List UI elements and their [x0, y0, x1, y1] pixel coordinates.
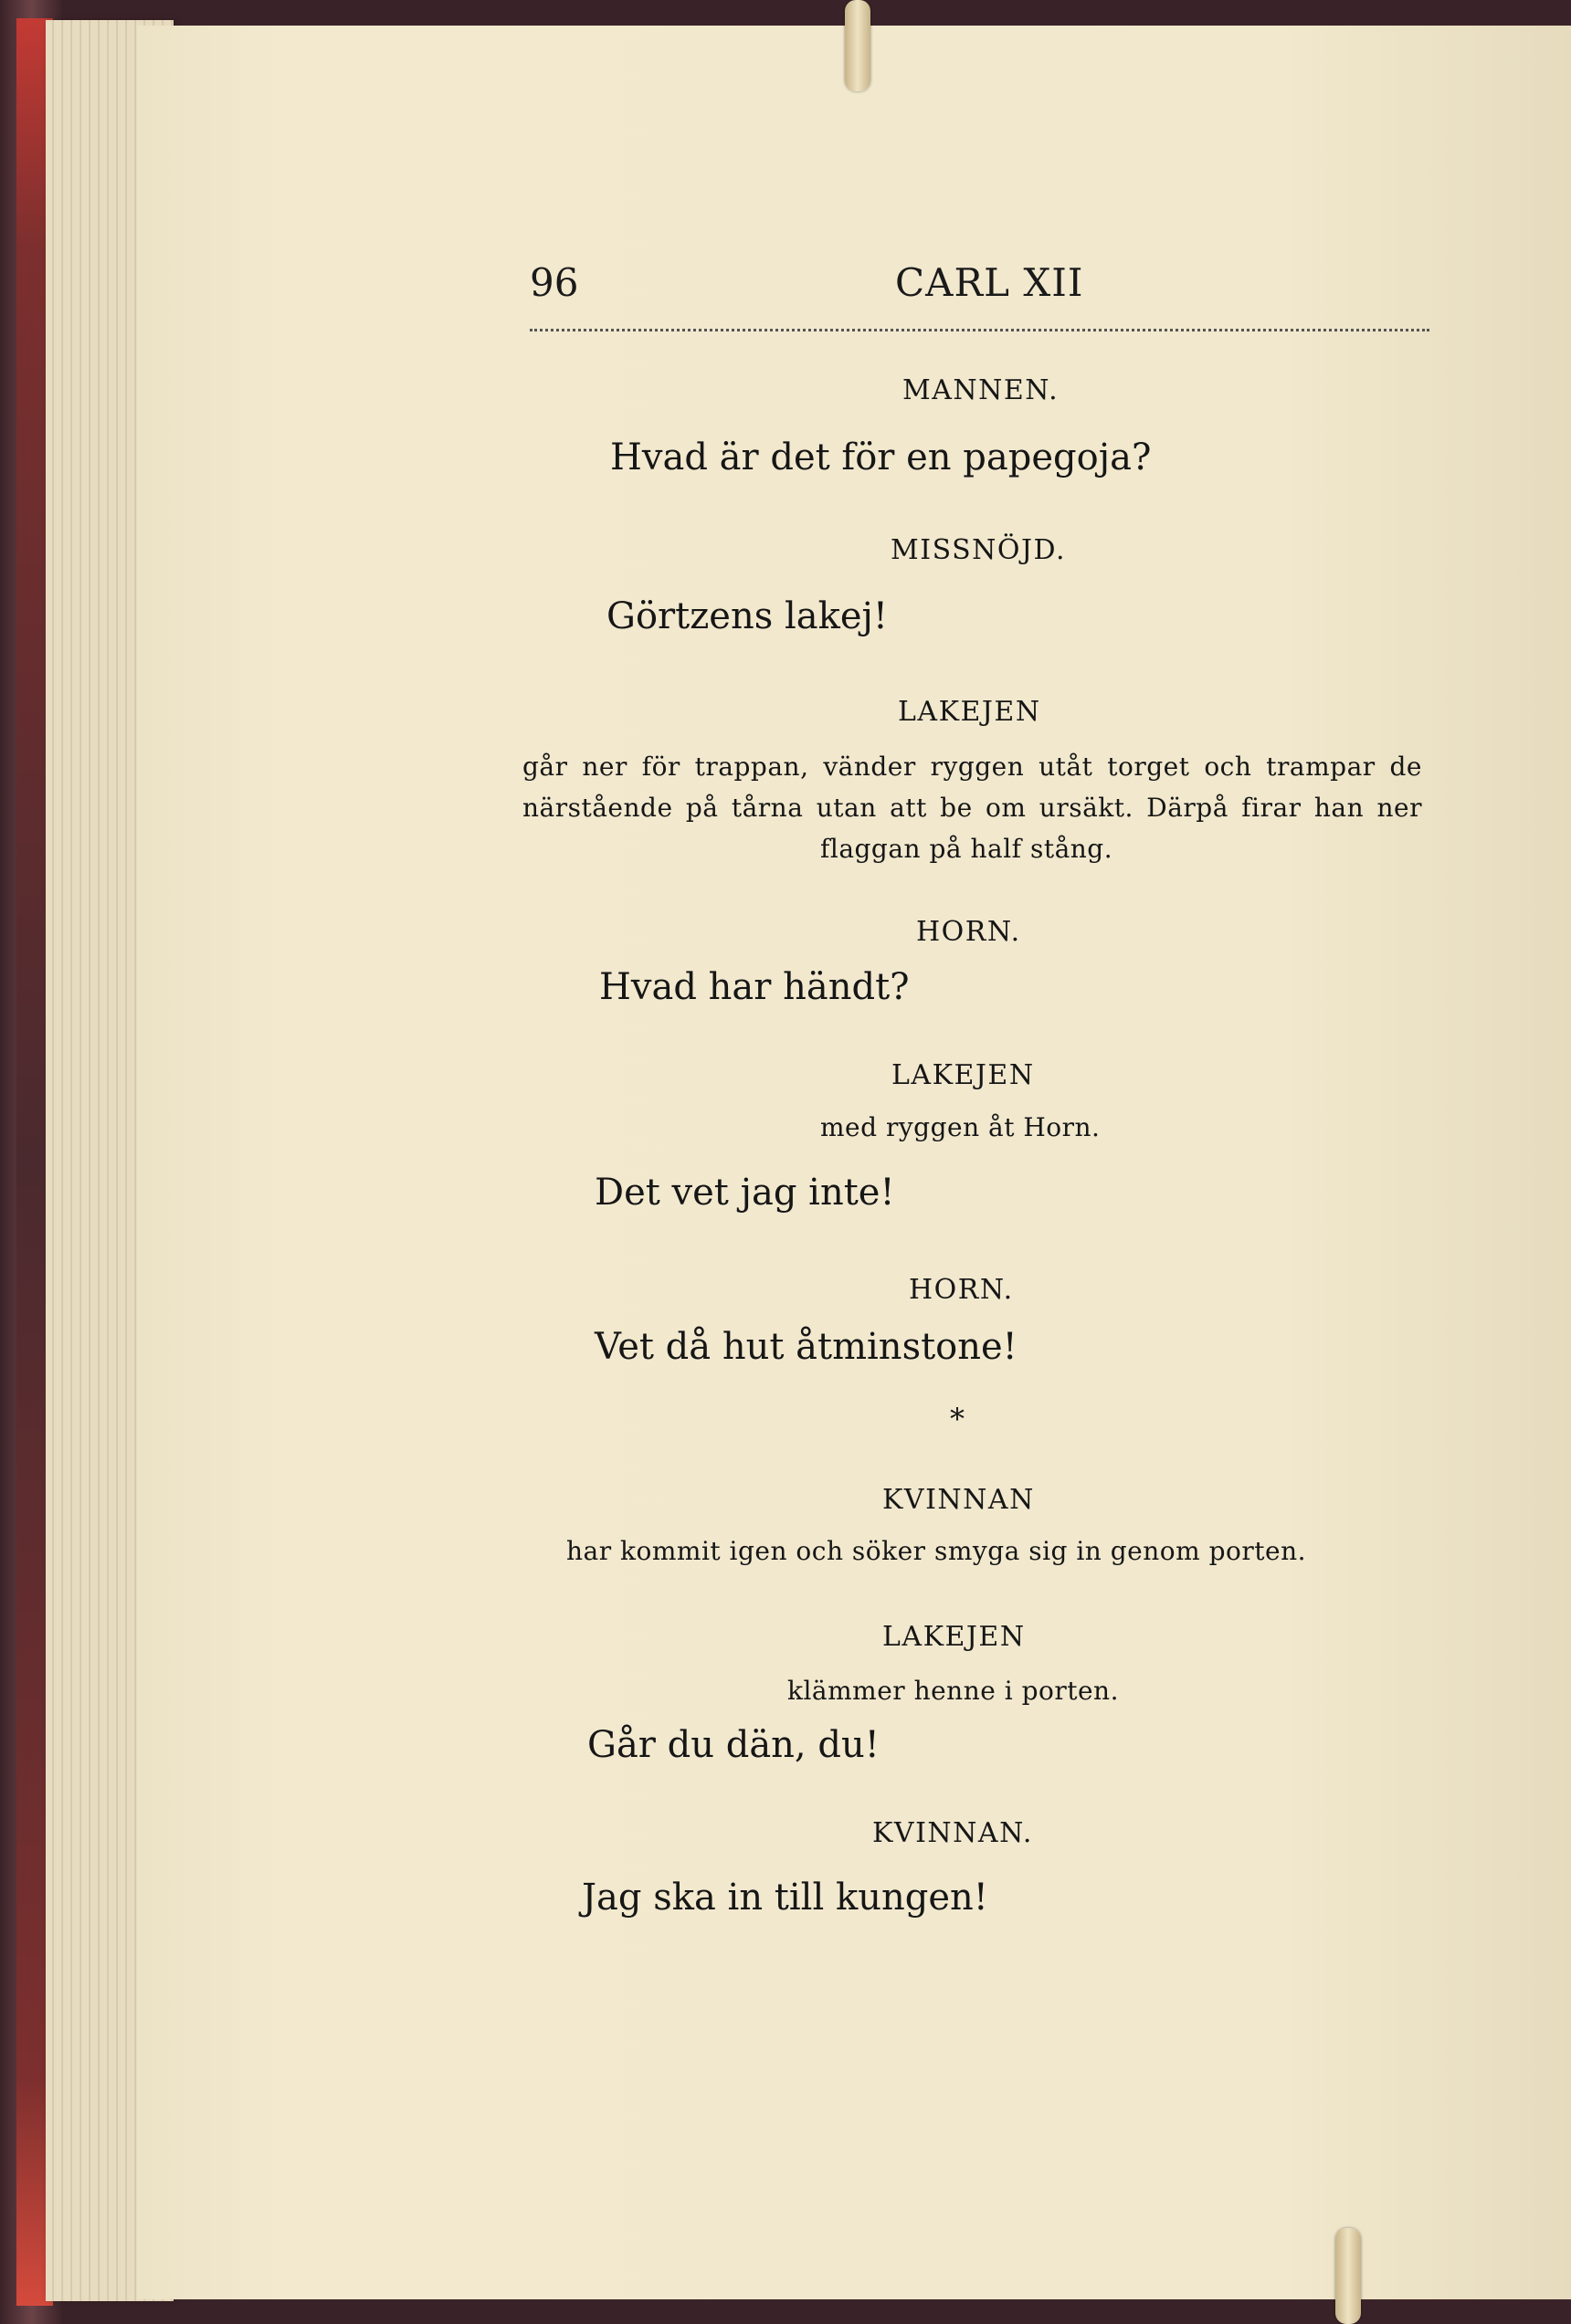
stage-direction: går ner för trappan, vänder ryggen utåt torget och trampar de — [522, 752, 1422, 782]
speaker-label: MANNEN. — [902, 374, 1060, 406]
dialogue-line: Görtzens lakej! — [606, 595, 889, 637]
stage-direction: har kommit igen och söker smyga sig in genom porten. — [566, 1536, 1306, 1566]
bookmark-ribbon-top[interactable] — [845, 0, 870, 91]
stage-direction: klämmer henne i porten. — [787, 1676, 1119, 1706]
dialogue-line: Hvad är det för en papegoja? — [610, 436, 1152, 478]
page-number: 96 — [530, 260, 579, 305]
speaker-label: HORN. — [909, 1274, 1014, 1306]
dialogue-line: Går du dän, du! — [587, 1724, 880, 1766]
speaker-label: LAKEJEN — [891, 1059, 1035, 1091]
speaker-label: KVINNAN — [882, 1484, 1035, 1516]
scene-separator: * — [950, 1402, 965, 1436]
speaker-label: LAKEJEN — [882, 1621, 1026, 1653]
dialogue-line: Det vet jag inte! — [595, 1172, 895, 1214]
book-page — [137, 26, 1571, 2299]
bookmark-ribbon-bottom[interactable] — [1335, 2228, 1361, 2324]
speaker-label: LAKEJEN — [898, 696, 1041, 728]
dialogue-line: Jag ska in till kungen! — [582, 1877, 988, 1919]
dialogue-line: Hvad har händt? — [599, 966, 910, 1008]
stage-direction: flaggan på half stång. — [820, 834, 1113, 864]
speaker-label: MISSNÖJD. — [891, 534, 1067, 566]
stage-direction: närstående på tårna utan att be om ursäkt. Därpå firar han ner — [522, 793, 1422, 823]
running-title: CARL XII — [895, 260, 1084, 305]
speaker-label: KVINNAN. — [872, 1817, 1033, 1849]
stage-direction: med ryggen åt Horn. — [820, 1112, 1101, 1142]
dialogue-line: Vet då hut åtminstone! — [595, 1326, 1017, 1368]
speaker-label: HORN. — [916, 916, 1021, 948]
page-header — [530, 256, 1429, 331]
